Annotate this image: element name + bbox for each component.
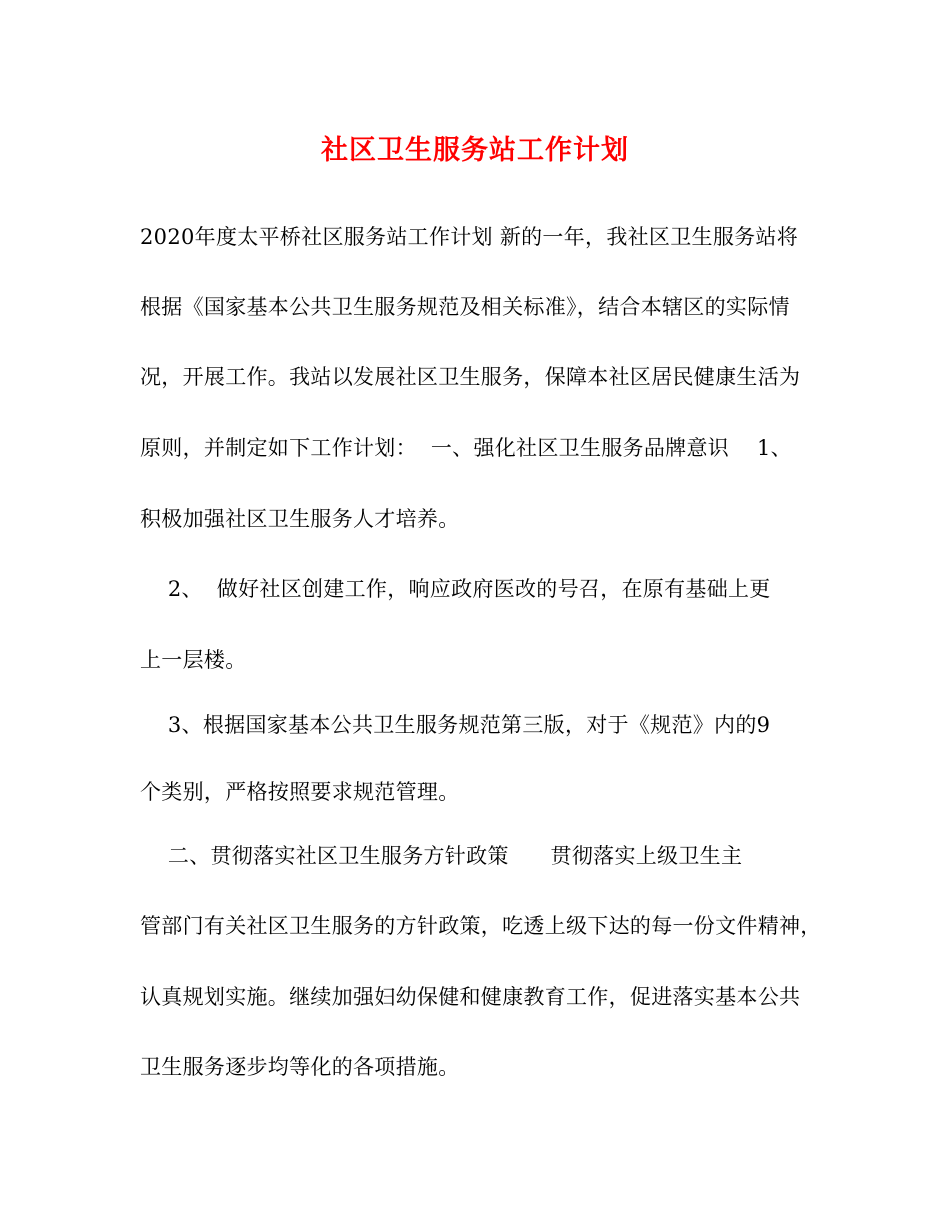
body-line-9: 个类别，严格按照要求规范管理。	[140, 780, 460, 804]
body-line-2: 根据《国家基本公共卫生服务规范及相关标准》，结合本辖区的实际情	[140, 295, 790, 319]
body-line-7: 上一层楼。	[140, 648, 247, 672]
body-line-12: 认真规划实施。继续加强妇幼保健和健康教育工作，促进落实基本公共	[140, 985, 801, 1009]
body-line-10: 二、贯彻落实社区卫生服务方针政策 贯彻落实上级卫生主	[140, 844, 743, 868]
body-line-1: 2020年度太平桥社区服务站工作计划 新的一年，我社区卫生服务站将	[140, 225, 799, 249]
body-line-6: 2、 做好社区创建工作，响应政府医改的号召，在原有基础上更	[140, 577, 771, 601]
document-title: 社区卫生服务站工作计划	[321, 135, 629, 166]
body-line-11: 管部门有关社区卫生服务的方针政策，吃透上级下达的每一份文件精神，	[140, 914, 822, 938]
body-line-13: 卫生服务逐步均等化的各项措施。	[140, 1055, 460, 1079]
body-line-5: 积极加强社区卫生服务人才培养。	[140, 507, 460, 531]
body-line-3: 况，开展工作。我站以发展社区卫生服务，保障本社区居民健康生活为	[140, 365, 801, 389]
body-line-8: 3、根据国家基本公共卫生服务规范第三版，对于《规范》内的9	[140, 713, 771, 737]
body-line-4: 原则，并制定如下工作计划： 一、强化社区卫生服务品牌意识 1、	[140, 436, 792, 460]
